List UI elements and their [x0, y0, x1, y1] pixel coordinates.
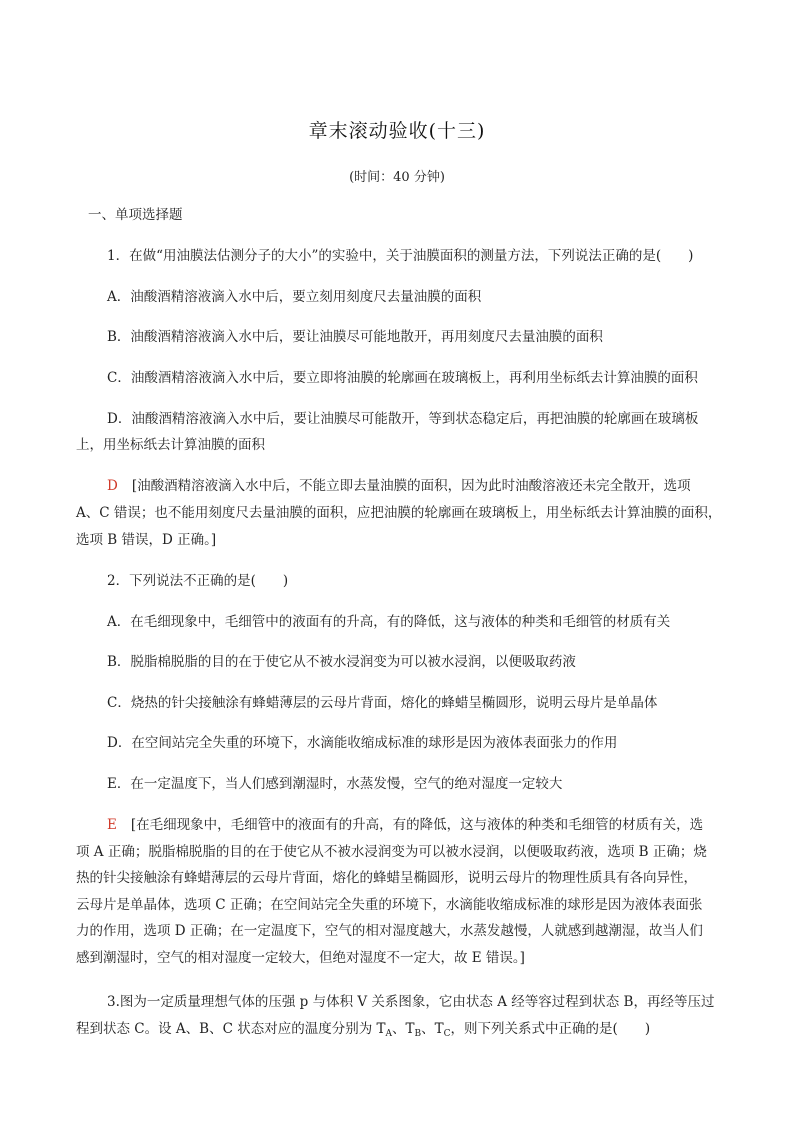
q2-option-c: C．烧热的针尖接触涂有蜂蜡薄层的云母片背面，熔化的蜂蜡呈椭圆形，说明云母片是单晶体 — [107, 695, 658, 711]
q2-explanation-line6: 感到潮湿时，空气的相对湿度一定较大，但绝对湿度不一定大，故 E 错误。] — [76, 950, 525, 966]
q1-option-a: A．油酸酒精溶液滴入水中后，要立刻用刻度尺去量油膜的面积 — [107, 289, 482, 305]
q2-option-b: B．脱脂棉脱脂的目的在于使它从不被水浸润变为可以被水浸润，以便吸取药液 — [107, 654, 576, 670]
q1-answer-key: D — [107, 478, 118, 494]
q3-sep: 、T — [421, 1021, 444, 1037]
subscript-a: A — [385, 1029, 392, 1039]
q2-explanation-text: [在毛细现象中，毛细管中的液面有的升高，有的降低，这与液体的种类和毛细管的材质有关，选 — [130, 817, 704, 833]
q2-explanation-line3: 热的针尖接触涂有蜂蜡薄层的云母片背面，熔化的蜂蜡呈椭圆形，说明云母片的物理性质具有各向异性， — [76, 870, 697, 886]
q2-option-e: E．在一定温度下，当人们感到潮湿时，水蒸发慢，空气的绝对湿度一定较大 — [107, 776, 563, 792]
q1-option-b: B．油酸酒精溶液滴入水中后，要让油膜尽可能地散开，再用刻度尺去量油膜的面积 — [107, 329, 603, 345]
time-limit: (时间：40 分钟) — [349, 170, 445, 185]
subscript-c: C — [443, 1029, 451, 1039]
q2-explanation-line4: 云母片是单晶体，选项 C 正确；在空间站完全失重的环境下，水滴能收缩成标准的球形是因为液体表面张 — [76, 897, 703, 913]
q1-option-d-line2: 上，用坐标纸去计算油膜的面积 — [76, 437, 265, 453]
page-title: 章末滚动验收(十三) — [308, 120, 486, 142]
q3-stem-line1: 3.图为一定质量理想气体的压强 p 与体积 V 关系图象，它由状态 A 经等容过程到状态 B，再经等压过 — [107, 994, 715, 1010]
q1-explanation-line2: A、C 错误；也不能用刻度尺去量油膜的面积，应把油膜的轮廓画在玻璃板上，用坐标纸去计算油膜的面积， — [76, 505, 722, 521]
q2-explanation-line1 — [107, 815, 703, 835]
q3-stem-tail: ，则下列关系式中正确的是( ) — [450, 1021, 651, 1037]
subscript-b: B — [414, 1029, 422, 1039]
q1-option-d-line1: D．油酸酒精溶液滴入水中后，要让油膜尽可能散开，等到状态稳定后，再把油膜的轮廓画在玻璃板 — [107, 411, 699, 427]
q2-answer-key: E — [107, 817, 117, 833]
section-heading: 一、单项选择题 — [88, 207, 183, 223]
q3-stem-line2 — [76, 1019, 650, 1044]
q2-explanation-line2: 项 A 正确；脱脂棉脱脂的目的在于使它从不被水浸润变为可以被水浸润，以便吸取药液，选项 B 正确；烧 — [76, 844, 707, 860]
q3-stem-text: 程到状态 C。设 A、B、C 状态对应的温度分别为 T — [76, 1021, 386, 1037]
q1-option-c: C．油酸酒精溶液滴入水中后，要立即将油膜的轮廓画在玻璃板上，再利用坐标纸去计算油膜的面积 — [107, 370, 698, 386]
q2-stem: 2．下列说法不正确的是( ) — [107, 573, 289, 589]
q2-explanation-line5: 力的作用，选项 D 正确；在一定温度下，空气的相对湿度越大，水蒸发越慢，人就感到越潮湿，故当人们 — [76, 923, 703, 939]
q1-stem: 1．在做“用油膜法估测分子的大小”的实验中，关于油膜面积的测量方法，下列说法正确的是( ) — [107, 248, 694, 264]
q1-explanation-line1 — [107, 476, 691, 496]
q1-explanation-text: [油酸酒精溶液滴入水中后，不能立即去量油膜的面积，因为此时油酸溶液还未完全散开，选项 — [131, 478, 691, 494]
q1-explanation-line3: 选项 B 错误，D 正确。] — [76, 532, 217, 548]
q3-sep: 、T — [392, 1021, 415, 1037]
q2-option-a: A．在毛细现象中，毛细管中的液面有的升高，有的降低，这与液体的种类和毛细管的材质有关 — [107, 614, 671, 630]
q2-option-d: D．在空间站完全失重的环境下，水滴能收缩成标准的球形是因为液体表面张力的作用 — [107, 735, 618, 751]
